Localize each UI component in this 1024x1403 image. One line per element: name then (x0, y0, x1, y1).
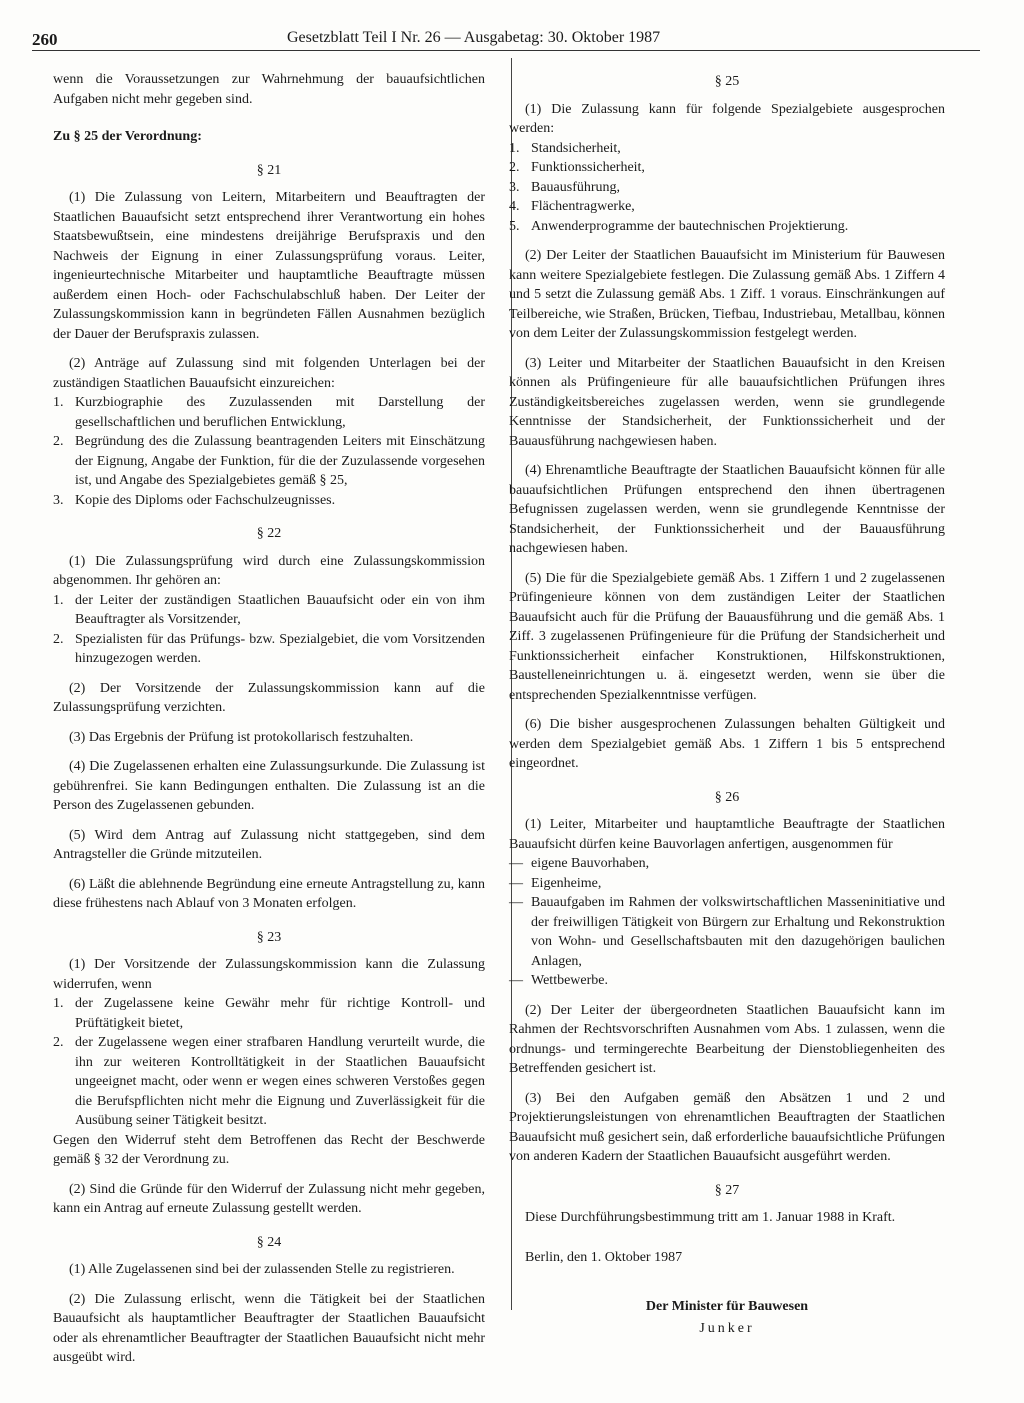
list-marker: 1. (53, 592, 64, 608)
list-marker: 2. (53, 434, 64, 449)
list-text: eigene Bauvorhaben, (531, 856, 650, 871)
paragraph: (1) Der Vorsitzende der Zulassungskommission kann die Zulassung widerrufen, wenn (53, 957, 485, 992)
list-text: Standsicherheit, (531, 140, 621, 156)
section-22-title: § 22 (256, 526, 282, 541)
list-item (509, 197, 945, 217)
paragraph: Diese Durchführungsbestimmung tritt am 1. Januar 1988 in Kraft. (525, 1210, 896, 1225)
list-item (509, 178, 945, 198)
list-marker: 1. (53, 395, 64, 410)
section-27-title: § 27 (714, 1182, 740, 1198)
paragraph: (2) Sind die Gründe für den Widerruf der Zulassung nicht mehr gegeben, kann ein Antrag auf erneute Zulassung gestellt werden. (53, 1181, 485, 1216)
list-text: Eigenheime, (531, 875, 602, 891)
list-marker: 3. (53, 492, 64, 508)
list-item (509, 893, 945, 971)
paragraph: (1) Leiter, Mitarbeiter und hauptamtliche Beauftragte der Staatlichen Bauaufsicht dürfen keine Bauvorlagen anfertigen, ausgenommen für (509, 817, 945, 852)
list-item (53, 630, 485, 669)
list-text: Bauaufgaben im Rahmen der volkswirtschaftlichen Masseninitiative und der freiwilligen Tätigkeit von Bürgern zur Erhaltung und Rekonstruktion von Wohn- und Gesellschaftsbauten mit den dazugehörigen baulichen Anlagen, (531, 895, 945, 969)
s22-list (53, 591, 485, 669)
list-item (53, 1033, 485, 1131)
list-text: Anwenderprogramme der bautechnischen Projektierung. (531, 218, 849, 234)
paragraph: Gegen den Widerruf steht dem Betroffenen das Recht der Beschwerde gemäß § 32 der Verordnung zu. (53, 1132, 485, 1167)
left-column (53, 70, 485, 1378)
running-title: Gesetzblatt Teil I Nr. 26 — Ausgabetag: 30. Oktober 1987 (287, 29, 661, 46)
list-marker: 4. (509, 199, 520, 214)
section-21-title: § 21 (256, 162, 282, 178)
intro-paragraph: wenn die Voraussetzungen zur Wahrnehmung der bauaufsichtlichen Aufgaben nicht mehr gegeben sind. (53, 72, 485, 107)
list-marker: 2. (53, 631, 64, 647)
s25-list (509, 139, 945, 237)
list-item (509, 854, 945, 874)
list-marker: — (509, 973, 523, 988)
list-item (509, 139, 945, 159)
paragraph: (2) Der Leiter der übergeordneten Staatlichen Bauaufsicht kann im Rahmen der Rechtsvorschriften Ausnahmen vom Abs. 1 zulassen, wenn die ordnungs- und termingerechte Bearbeitung der Dienstobliegenheiten des Betreffenden gesichert ist. (509, 1002, 945, 1076)
s21-list (53, 393, 485, 510)
signatory-name: Junker (699, 1320, 755, 1336)
paragraph: (2) Die Zulassung erlischt, wenn die Tätigkeit bei der Staatlichen Bauaufsicht als hauptamtlicher Beauftragter der Staatlichen Bauaufsicht oder als ehrenamtlicher Beauftragter der Staatlichen Bauaufsicht nicht mehr ausgeübt wird. (53, 1291, 485, 1365)
s23-list (53, 994, 485, 1131)
paragraph: (5) Wird dem Antrag auf Zulassung nicht stattgegeben, sind dem Antragsteller die Gründe mitzuteilen. (53, 827, 485, 862)
list-text: der Zugelassene keine Gewähr mehr für richtige Kontroll- und Prüftätigkeit bietet, (75, 996, 485, 1031)
list-text: Kopie des Diploms oder Fachschulzeugnisses. (75, 492, 336, 508)
paragraph: (6) Läßt die ablehnende Begründung eine erneute Antragstellung zu, kann diese frühestens nach Ablauf von 3 Monaten erfolgen. (53, 876, 485, 911)
page-number: 260 (32, 30, 58, 49)
right-column (509, 72, 945, 1338)
list-text: Kurzbiographie des Zuzulassenden mit Darstellung der gesellschaftlichen und beruflichen Entwicklung, (75, 395, 485, 430)
paragraph: (2) Der Leiter der Staatlichen Bauaufsicht im Ministerium für Bauwesen kann weitere Spezialgebiete festlegen. Die Zulassung gemäß Abs. 1 Ziffern 4 und 5 setzt die Zulassung gemäß Abs. 1 Ziff. 1 voraus. Einschränkungen auf Teilbereiche, wie Straßen, Brücken, Tiefbau, Industriebau, Metallbau, können von dem Leiter der Zulassungskommission festgelegt werden. (509, 248, 945, 341)
section-heading: Zu § 25 der Verordnung: (53, 129, 202, 144)
list-item (509, 971, 945, 991)
list-item (53, 591, 485, 630)
list-marker: 5. (509, 218, 520, 234)
page-header (32, 24, 980, 51)
list-marker: 1. (53, 996, 64, 1011)
list-text: der Leiter der zuständigen Staatlichen Bauaufsicht oder ein von ihm Beauftragter als Vorsitzender, (75, 592, 485, 627)
paragraph: (5) Die für die Spezialgebiete gemäß Abs. 1 Ziffern 1 und 2 zugelassenen Prüfingenieure können von dem zuständigen Leiter der Staatlichen Bauaufsicht auch für die Prüfung der Bauausführung und die gemäß Abs. 1 Ziff. 3 zugelassenen Prüfingenieure für die Prüfung der Standsicherheit und Funktionssicherheit einfacher Konstruktionen, Hilfskonstruktionen, Baustelleneinrichtungen u. ä. eingesetzt werden, wenn sie über die entsprechenden Spezialkenntnisse verfügen. (509, 570, 945, 703)
section-24-title: § 24 (256, 1234, 282, 1250)
paragraph: (3) Leiter und Mitarbeiter der Staatlichen Bauaufsicht in den Kreisen können als Prüfingenieure für alle bauaufsichtlichen Prüfungen ihres Zuständigkeitsbereiches zugelassen werden, wenn sie grundlegende Kenntnisse der Standsicherheit, der Funktionssicherheit und der Bauausführung nachgewiesen haben. (509, 355, 945, 449)
list-text: Funktionssicherheit, (531, 160, 645, 175)
section-25-title: § 25 (714, 74, 740, 89)
list-item (53, 994, 485, 1033)
paragraph: (4) Die Zugelassenen erhalten eine Zulassungsurkunde. Die Zulassung ist gebührenfrei. Sie kann Bedingungen enthalten. Die Zulassung ist an die Person des Zugelassenen gebunden. (53, 759, 485, 813)
list-text: Bauausführung, (531, 179, 621, 195)
list-marker: — (509, 875, 523, 891)
list-item (509, 217, 945, 237)
list-marker: 2. (509, 160, 520, 175)
list-text: der Zugelassene wegen einer strafbaren Handlung verurteilt wurde, die ihn zur weiteren Kontrolltätigkeit in der Staatlichen Bauaufsicht ungeeignet macht, oder wenn er wegen eines schweren Verstoßes gegen die Berufspflichten nicht mehr die Eignung und Zuverlässigkeit für die Ausübung seiner Tätigkeit besitzt. (75, 1035, 485, 1128)
list-text: Begründung des die Zulassung beantragenden Leiters mit Einschätzung der Eignung, Angabe der Funktion, für die der Zuzulassende vorgesehen ist, und Angabe des Spezialgebietes gemäß § 25, (75, 434, 485, 488)
paragraph: (1) Die Zulassung von Leitern, Mitarbeitern und Beauftragten der Staatlichen Bauaufsicht setzt entsprechend ihrer Verantwortung ein hohes Staatsbewußtsein, eine mindestens dreijährige Berufspraxis und den Nachweis der Eignung in einer Zulassungsprüfung voraus. Leiter, ingenieurtechnische Mitarbeiter und hauptamtliche Beauftragte müssen außerdem einen Hoch- oder Fachschulabschluß haben. Der Leiter der Zulassungskommission kann in begründeten Fällen Ausnahmen bezüglich der Dauer der Berufspraxis zulassen. (53, 190, 485, 342)
paragraph: (2) Der Vorsitzende der Zulassungskommission kann auf die Zulassungsprüfung verzichten. (53, 680, 485, 715)
paragraph: (2) Anträge auf Zulassung sind mit folgenden Unterlagen bei der zuständigen Staatlichen Bauaufsicht einzureichen: (53, 356, 485, 391)
paragraph: (3) Bei den Aufgaben gemäß den Absätzen 1 und 2 und Projektierungsleistungen von ehrenamtlichen Beauftragten der Staatlichen Bauaufsicht muß gesichert sein, daß erforderliche bauaufsichtliche Prüfungen von anderen Kadern der Staatlichen Bauaufsicht ausgeführt werden. (509, 1090, 945, 1164)
s26-list (509, 854, 945, 991)
list-text: Spezialisten für das Prüfungs- bzw. Spezialgebiet, die vom Vorsitzenden hinzugezogen werden. (75, 631, 485, 666)
list-item (509, 874, 945, 894)
list-text: Flächentragwerke, (531, 199, 635, 214)
paragraph: (1) Alle Zugelassenen sind bei der zulassenden Stelle zu registrieren. (69, 1262, 455, 1277)
paragraph: (1) Die Zulassungsprüfung wird durch eine Zulassungskommission abgenommen. Ihr gehören an: (53, 553, 485, 588)
list-marker: 2. (53, 1035, 64, 1050)
list-item (53, 491, 485, 511)
signatory-title: Der Minister für Bauwesen (645, 1299, 809, 1314)
list-marker: 3. (509, 179, 520, 195)
place-and-date: Berlin, den 1. Oktober 1987 (525, 1249, 683, 1265)
list-text: Wettbewerbe. (531, 973, 608, 988)
paragraph: (4) Ehrenamtliche Beauftragte der Staatlichen Bauaufsicht können für alle bauaufsichtlichen Prüfungen entsprechend den ihnen übertragenen Befugnissen zugelassen werden, wenn sie grundlegende Kenntnisse der Standsicherheit, der Funktionssicherheit und der Bauausführung nachgewiesen haben. (509, 463, 945, 556)
section-26-title: § 26 (714, 789, 740, 805)
paragraph: (1) Die Zulassung kann für folgende Spezialgebiete ausgesprochen werden: (509, 101, 945, 136)
paragraph: (3) Das Ergebnis der Prüfung ist protokollarisch festzuhalten. (69, 729, 414, 745)
paragraph: (6) Die bisher ausgesprochenen Zulassungen behalten Gültigkeit und werden dem Spezialgebiet gemäß Abs. 1 Ziffern 1 bis 5 entsprechend eingeordnet. (509, 717, 945, 771)
list-item (509, 158, 945, 178)
list-item (53, 393, 485, 432)
section-23-title: § 23 (256, 929, 282, 945)
list-item (53, 432, 485, 491)
list-marker: 1. (509, 140, 520, 156)
list-marker: — (509, 895, 523, 910)
list-marker: — (509, 856, 523, 871)
